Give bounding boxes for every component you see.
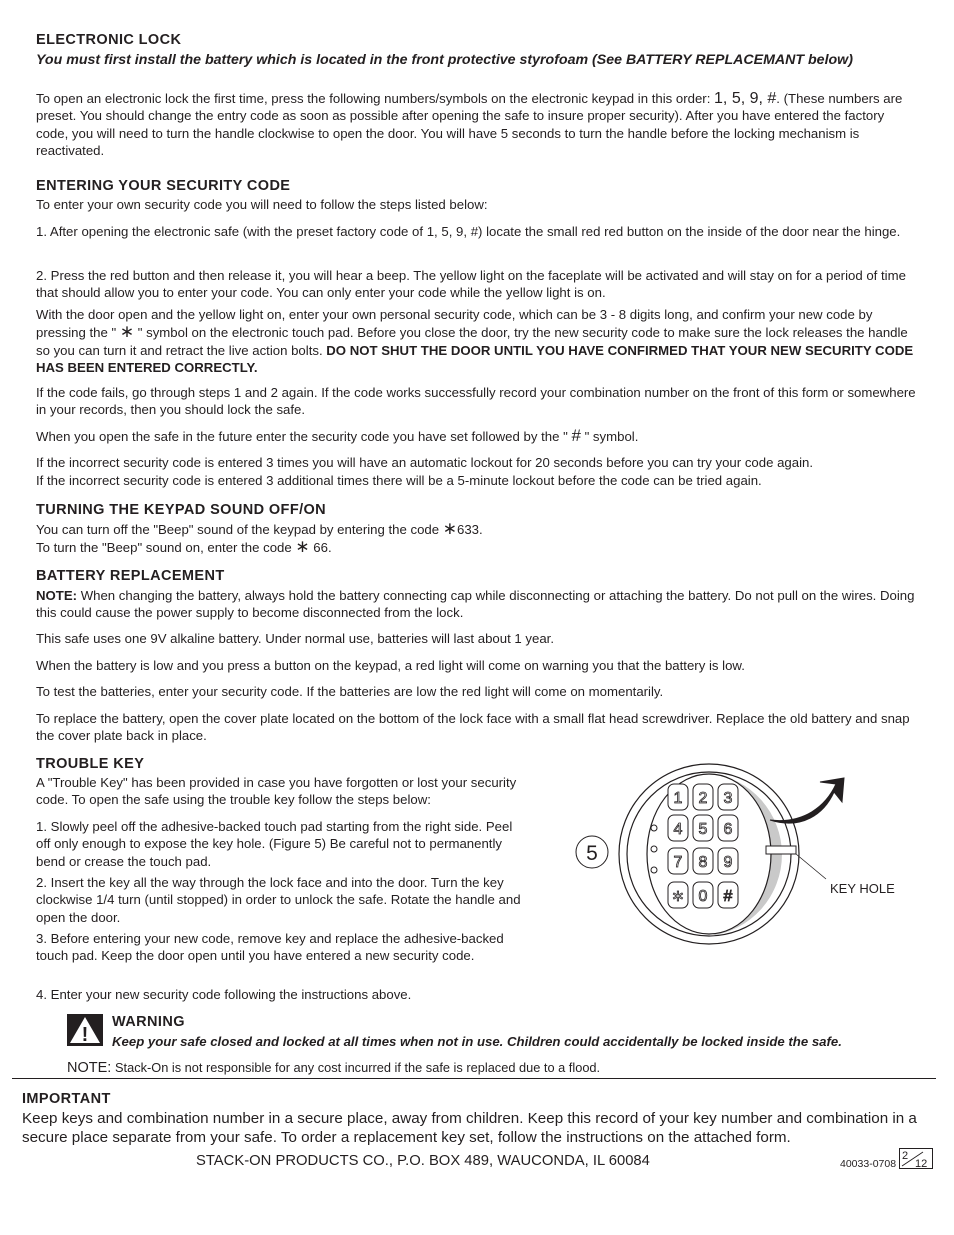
- flood-note: [67, 1059, 600, 1077]
- keypad-key: [668, 784, 688, 810]
- battery-note-label: NOTE:: [36, 588, 78, 603]
- important-text: Keep keys and combination number in a secure place, away from children. Keep this record of your key number and combination in a secure place separate from your safe. To order a replacement key set, follow the instructions on the attached form.: [22, 1110, 917, 1146]
- security-code-step-2: 2. Press the red button and then release it, you will hear a beep. The yellow light on the faceplate will be activated and will stay on for a period of time that should allow you to enter your code. You can only enter your code while the yellow light is on.: [36, 268, 906, 301]
- revision-box: [899, 1148, 933, 1169]
- lockout-2: If the incorrect security code is entered 3 additional times there will be a 5-minute lockout before the code can be tried again.: [36, 473, 762, 488]
- sound-on-text: To turn the "Beep" sound on, enter the code: [36, 540, 296, 555]
- keypad-key: [718, 882, 738, 908]
- keypad-key: [693, 784, 713, 810]
- warning-heading: WARNING: [112, 1014, 185, 1030]
- future-text-b: " symbol.: [580, 429, 639, 444]
- lockout-1: If the incorrect security code is entered 3 times you will have an automatic lockout for 20 seconds before you can try your code again.: [36, 455, 814, 470]
- flood-note-text: Stack-On is not responsible for any cost incurred if the safe is replaced due to a flood.: [114, 1060, 601, 1075]
- keypad-key: [693, 848, 713, 874]
- battery-replace: To replace the battery, open the cover plate located on the bottom of the lock face with a small flat head screwdriver. Replace the old battery and snap the cover plate back in place.: [36, 711, 910, 744]
- keypad-key-label: 5: [698, 821, 708, 838]
- electronic-lock-text-a: To open an electronic lock the first time, press the following numbers/symbols on the electronic keypad in this order:: [36, 91, 715, 106]
- keypad-key: [693, 815, 713, 841]
- electronic-lock-intro: You must first install the battery which is located in the front protective styrofoam (See BATTERY REPLACEMANT below): [36, 52, 853, 68]
- keypad-key: [718, 784, 738, 810]
- keypad-key-label: 1: [673, 790, 683, 807]
- keypad-key: [668, 882, 688, 908]
- battery-type: This safe uses one 9V alkaline battery. Under normal use, batteries will last about 1 year.: [36, 631, 555, 646]
- revision-month: 2: [902, 1150, 909, 1162]
- sound-off-code: 633.: [457, 522, 483, 537]
- security-code-step-1: 1. After opening the electronic safe (with the preset factory code of 1, 5, 9, #) locate the small red red button on the inside of the door near the hinge.: [36, 224, 901, 239]
- keypad-sound-heading: TURNING THE KEYPAD SOUND OFF/ON: [36, 502, 327, 518]
- electronic-lock-text-b: . (These numbers are preset. You should change the entry code as soon as possible after opening the safe to insure proper security). After you have entered the factory code, you will need to turn the handle clockwise to open the door. You will have 5 seconds to turn the handle before the locking mechanism is reactivated.: [36, 91, 903, 159]
- sound-off-line: [36, 520, 916, 538]
- part-number: 40033-0708: [840, 1158, 897, 1170]
- battery-low: When the battery is low and you press a button on the keypad, a red light will come on warning you that the battery is low.: [36, 658, 745, 673]
- keypad-key-label: 3: [723, 790, 733, 807]
- keypad-key-label: #: [723, 888, 733, 905]
- keypad-key: [693, 882, 713, 908]
- warning-glyph: !: [81, 1024, 89, 1046]
- keypad-key: [668, 848, 688, 874]
- security-code-fails: If the code fails, go through steps 1 and 2 again. If the code works successfully record your combination number on the front of this form or somewhere in your records, then you should lock the safe.: [36, 385, 916, 418]
- keypad-key-label: 9: [723, 854, 733, 871]
- keypad-key-label: 0: [698, 888, 708, 905]
- security-code-future: [36, 427, 916, 445]
- lock-figure: [572, 760, 922, 950]
- keypad-key: [718, 815, 738, 841]
- trouble-key-step-4: 4. Enter your new security code following the instructions above.: [36, 987, 412, 1002]
- future-text-a: When you open the safe in the future enter the security code you have set followed by the ": [36, 429, 572, 444]
- confirm-text-a: With the door open and the yellow light on, enter your own personal security code, which can be 3 - 8 digits long, and confirm your new code by pressing the ": [36, 307, 873, 341]
- key-hole-leader: [796, 854, 826, 879]
- warning-icon: [67, 1014, 103, 1046]
- star-symbol: ∗: [119, 322, 135, 342]
- keypad-key: [718, 848, 738, 874]
- warning-text: Keep your safe closed and locked at all times when not in use. Children could accidentally be locked inside the safe.: [112, 1034, 842, 1049]
- trouble-key-step-3: 3. Before entering your new code, remove key and replace the adhesive-backed touch pad. Keep the door open until you have entered a new security code.: [36, 931, 504, 964]
- sound-off-text: You can turn off the "Beep" sound of the keypad by entering the code: [36, 522, 443, 537]
- confirm-warning: DO NOT SHUT THE DOOR UNTIL YOU HAVE CONFIRMED THAT YOUR NEW SECURITY CODE HAS BEEN ENTERED CORRECTLY.: [36, 342, 914, 376]
- keypad-key-label: 6: [723, 821, 733, 838]
- divider: [12, 1078, 936, 1079]
- keypad-key-label: 4: [673, 821, 683, 838]
- star-symbol: ∗: [295, 537, 310, 556]
- trouble-key-step-1: 1. Slowly peel off the adhesive-backed touch pad starting from the right side. Peel off only enough to expose the key hole. (Figure 5) Be careful not to permanently bend or crease the touch pad.: [36, 819, 513, 869]
- sound-on-code: 66.: [309, 540, 332, 555]
- trouble-key-heading: TROUBLE KEY: [36, 756, 145, 772]
- security-code-confirm: [36, 306, 916, 377]
- keypad-key-label: 7: [673, 854, 683, 871]
- revision-year: 12: [915, 1158, 928, 1169]
- battery-heading: BATTERY REPLACEMENT: [36, 568, 225, 584]
- key-hole: [766, 846, 796, 854]
- star-symbol: ∗: [442, 519, 458, 538]
- trouble-key-intro: A "Trouble Key" has been provided in case you have forgotten or lost your security code. To open the safe using the trouble key follow the steps below:: [36, 775, 517, 808]
- factory-code: 1, 5, 9, #: [714, 90, 777, 107]
- battery-note-text: When changing the battery, always hold the battery connecting cap while disconnecting or attaching the battery. Do not pull on the wires. Doing this could cause the power supply to become disconnected from the lock.: [36, 588, 915, 621]
- figure-number: 5: [586, 842, 598, 865]
- key-hole-label: KEY HOLE: [830, 881, 895, 896]
- trouble-key-step-2: 2. Insert the key all the way through the lock face and into the door. Turn the key clockwise 1/4 turn (until stopped) in order to unlock the safe. Rotate the handle and open the door.: [36, 875, 521, 925]
- security-code-intro: To enter your own security code you will need to follow the steps listed below:: [36, 197, 488, 212]
- important-heading: IMPORTANT: [22, 1091, 111, 1107]
- confirm-text-b: " symbol on the electronic touch pad. Before you close the door, try the new security code to make sure the lock releases the handle so you can turn it and retract the live action bolts.: [36, 325, 908, 358]
- flood-note-label: NOTE:: [67, 1060, 112, 1076]
- keypad-key-label: 8: [698, 854, 708, 871]
- keypad-key-label: ∗: [671, 888, 685, 905]
- keypad-key: [668, 815, 688, 841]
- electronic-lock-paragraph: [36, 90, 916, 160]
- hash-symbol: #: [571, 426, 581, 445]
- battery-note: [36, 587, 916, 622]
- security-code-heading: ENTERING YOUR SECURITY CODE: [36, 178, 291, 194]
- keypad-key-label: 2: [698, 790, 708, 807]
- sound-on-line: [36, 538, 916, 556]
- battery-test: To test the batteries, enter your security code. If the batteries are low the red light will come on momentarily.: [36, 684, 664, 699]
- company-address: STACK-ON PRODUCTS CO., P.O. BOX 489, WAUCONDA, IL 60084: [196, 1153, 650, 1169]
- electronic-lock-heading: ELECTRONIC LOCK: [36, 32, 182, 48]
